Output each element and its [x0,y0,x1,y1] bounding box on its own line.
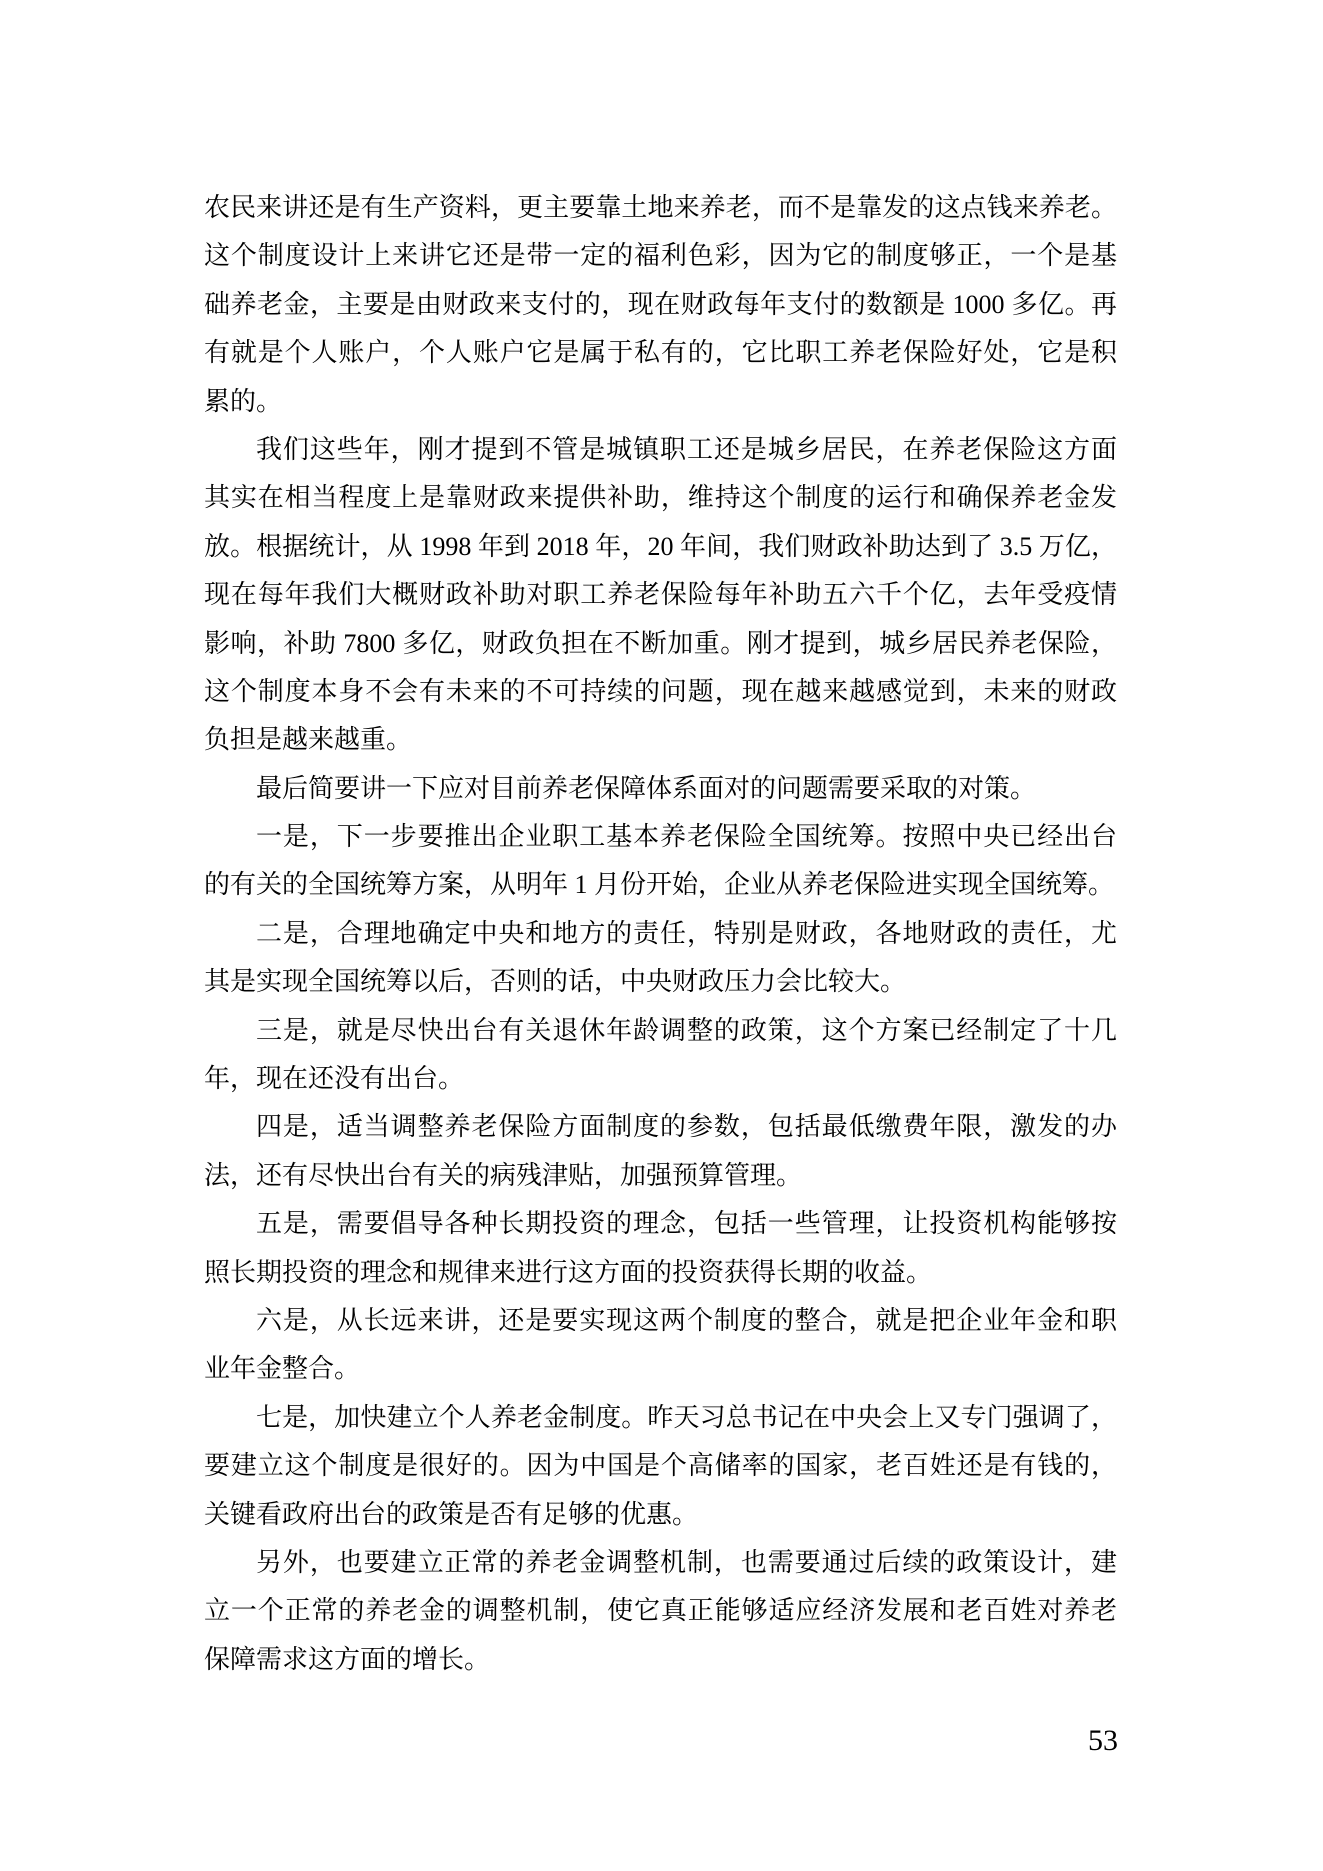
paragraph [204,1394,1117,1539]
paragraph [204,184,1117,426]
text-line: 农民来讲还是有生产资料，更主要靠土地来养老，而不是靠发的这点钱来养老。 [204,193,1117,222]
text-line: 四是，适当调整养老保险方面制度的参数，包括最低缴费年限，激发的办 [256,1112,1117,1142]
paragraph [204,813,1117,910]
text-line: 关键看政府出台的政策是否有足够的优惠。 [204,1499,699,1529]
text-line: 一是，下一步要推出企业职工基本养老保险全国统筹。按照中央已经出台 [256,822,1117,852]
text-line: 放。根据统计，从 1998 年到 2018 年，20 年间，我们财政补助达到了 3.5 万亿， [204,531,1117,561]
text-line: 这个制度设计上来讲它还是带一定的福利色彩，因为它的制度够正，一个是基 [204,241,1117,271]
text-line: 法，还有尽快出台有关的病残津贴，加强预算管理。 [204,1160,803,1190]
text-line: 六是，从长远来讲，还是要实现这两个制度的整合，就是把企业年金和职 [256,1305,1117,1335]
text-line: 础养老金，主要是由财政来支付的，现在财政每年支付的数额是 1000 多亿。再 [204,289,1117,319]
text-line: 立一个正常的养老金的调整机制，使它真正能够适应经济发展和老百姓对养老 [204,1596,1117,1626]
text-line: 照长期投资的理念和规律来进行这方面的投资获得长期的收益。 [204,1257,933,1287]
text-line: 现在每年我们大概财政补助对职工养老保险每年补助五六千个亿，去年受疫情 [204,580,1117,610]
paragraph [204,1539,1117,1684]
text-line: 要建立这个制度是很好的。因为中国是个高储率的国家，老百姓还是有钱的， [204,1451,1117,1481]
text-line: 其实在相当程度上是靠财政来提供补助，维持这个制度的运行和确保养老金发 [204,483,1117,513]
text-line: 我们这些年，刚才提到不管是城镇职工还是城乡居民，在养老保险这方面 [256,434,1117,464]
text-line: 负担是越来越重。 [204,725,413,755]
paragraph [204,426,1117,765]
text-line: 业年金整合。 [204,1354,361,1384]
text-line: 三是，就是尽快出台有关退休年龄调整的政策，这个方案已经制定了十几 [256,1015,1117,1045]
paragraph [204,1103,1117,1200]
text-line: 五是，需要倡导各种长期投资的理念，包括一些管理，让投资机构能够按 [256,1209,1117,1239]
text-line: 累的。 [204,386,283,416]
text-line: 七是，加快建立个人养老金制度。昨天习总书记在中央会上又专门强调了， [256,1402,1117,1432]
text-line: 有就是个人账户，个人账户它是属于私有的，它比职工养老保险好处，它是积 [204,338,1117,368]
page-number: 53 [1088,1724,1118,1757]
text-line: 另外，也要建立正常的养老金调整机制，也需要通过后续的政策设计，建 [256,1547,1117,1577]
paragraph [204,765,1117,813]
text-line: 的有关的全国统筹方案，从明年 1 月份开始，企业从养老保险进实现全国统筹。 [204,870,1115,900]
text-line: 保障需求这方面的增长。 [204,1644,491,1674]
text-line: 其是实现全国统筹以后，否则的话，中央财政压力会比较大。 [204,967,907,997]
text-line: 最后简要讲一下应对目前养老保障体系面对的问题需要采取的对策。 [256,773,1037,803]
paragraph [204,1297,1117,1394]
paragraph [204,1007,1117,1104]
text-line: 年，现在还没有出台。 [204,1064,465,1094]
text-line: 二是，合理地确定中央和地方的责任，特别是财政，各地财政的责任，尤 [256,918,1117,948]
text-line: 影响，补助 7800 多亿，财政负担在不断加重。刚才提到，城乡居民养老保险， [204,628,1117,658]
document-body [204,184,1117,1684]
paragraph [204,1200,1117,1297]
paragraph [204,910,1117,1007]
text-line: 这个制度本身不会有未来的不可持续的问题，现在越来越感觉到，未来的财政 [204,676,1117,706]
